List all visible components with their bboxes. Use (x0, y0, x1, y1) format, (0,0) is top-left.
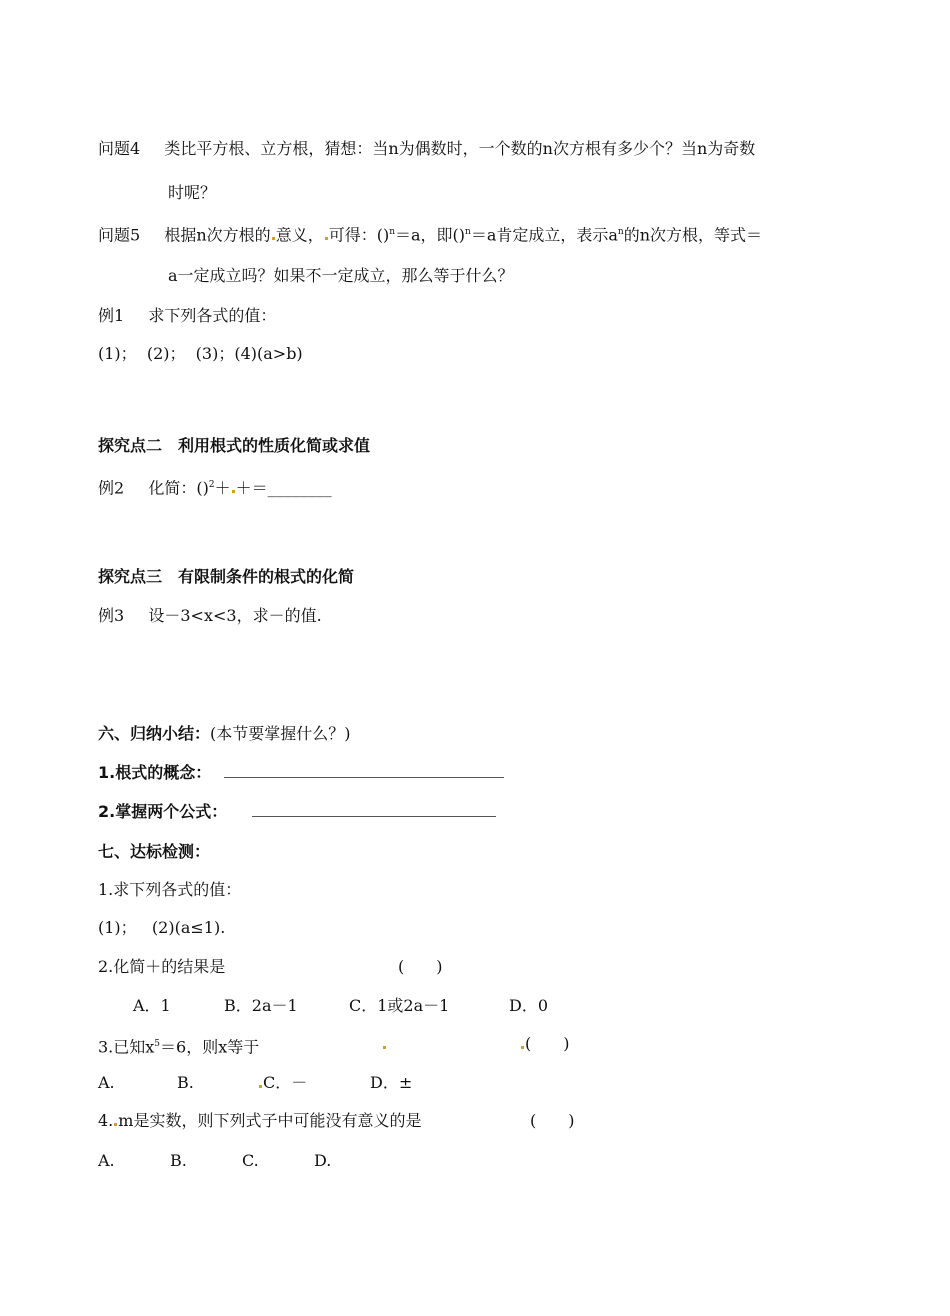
test-q3-paren: ( ) (520, 1034, 570, 1054)
test-title: 七、达标检测： (98, 842, 211, 861)
test-q1-items: (1)； (2)(a≤1). (98, 918, 226, 937)
mark-dot (272, 237, 275, 240)
question-5: 问题5 根据n次方根的 意义， 可得：()$^n$＝a，即()$^n$＝a肯定成立，表示$a^n$的n次方根，等式＝ (98, 225, 763, 245)
example-1: 例1 求下列各式的值： (98, 306, 277, 325)
test-q2-option-c: C．1或2a－1 (349, 996, 450, 1015)
question-4-cont: 时呢？ (168, 183, 217, 202)
summary-note: (本节要掌握什么？) (210, 724, 351, 743)
section-2-title: 探究点二 利用根式的性质化简或求值 (98, 436, 371, 455)
mark-dot (259, 1085, 262, 1088)
mark-dot (232, 490, 235, 493)
test-q4-option-b: B. (170, 1151, 187, 1170)
mark-dot (325, 237, 328, 240)
mark-dot (114, 1123, 117, 1126)
question-4 (98, 139, 755, 159)
question-4-text: 类比平方根、立方根，猜想：当n为偶数时，一个数的n次方根有多少个？当n为奇数 (164, 139, 756, 158)
test-q2-option-a: A．1 (133, 996, 171, 1015)
test-q3-option-b: B. (177, 1073, 194, 1092)
test-q3-option-d: D．± (370, 1073, 413, 1092)
summary-title: 六、归纳小结： (98, 724, 211, 743)
mark-dot (383, 1046, 386, 1049)
test-q4-paren: ( ) (530, 1111, 575, 1130)
test-q1: 1.求下列各式的值： (98, 880, 242, 899)
test-q3: 3.已知$x^5=6$，则x等于 (98, 1037, 260, 1057)
summary-item-1: 1.根式的概念： (98, 763, 504, 783)
test-q4: 4. m是实数，则下列式子中可能没有意义的是 (98, 1111, 422, 1130)
example-1-items: (1)； (2)； (3)；(4)(a>b) (98, 344, 303, 363)
test-q2-paren: ( ) (398, 957, 443, 976)
mark-dot-wrap (382, 1034, 387, 1054)
section-3-title: 探究点三 有限制条件的根式的化简 (98, 567, 355, 586)
test-q2-option-d: D．0 (509, 996, 549, 1015)
test-q3-option-c: C．－ (258, 1073, 307, 1093)
summary-heading (98, 724, 351, 744)
answer-blank[interactable] (252, 802, 496, 817)
answer-blank[interactable] (224, 763, 504, 778)
test-q4-option-d: D. (314, 1151, 332, 1170)
mark-dot (521, 1046, 524, 1049)
summary-item-2: 2.掌握两个公式： (98, 802, 496, 822)
example-2: 例2 化简：()$^2$＋ ＋＝________ (98, 478, 332, 498)
test-q4-option-c: C. (242, 1151, 259, 1170)
test-q3-option-a: A. (98, 1073, 115, 1092)
question-4-label: 问题4 (98, 139, 141, 158)
test-q2-option-b: B．2a－1 (224, 996, 298, 1015)
example-3: 例3 设－3<x<3，求－的值. (98, 606, 322, 625)
question-5-cont: a一定成立吗？如果不一定成立，那么等于什么？ (168, 266, 514, 285)
test-q2: 2.化简＋的结果是 (98, 957, 226, 976)
question-5-label: 问题5 (98, 225, 141, 245)
test-q4-option-a: A. (98, 1151, 115, 1170)
